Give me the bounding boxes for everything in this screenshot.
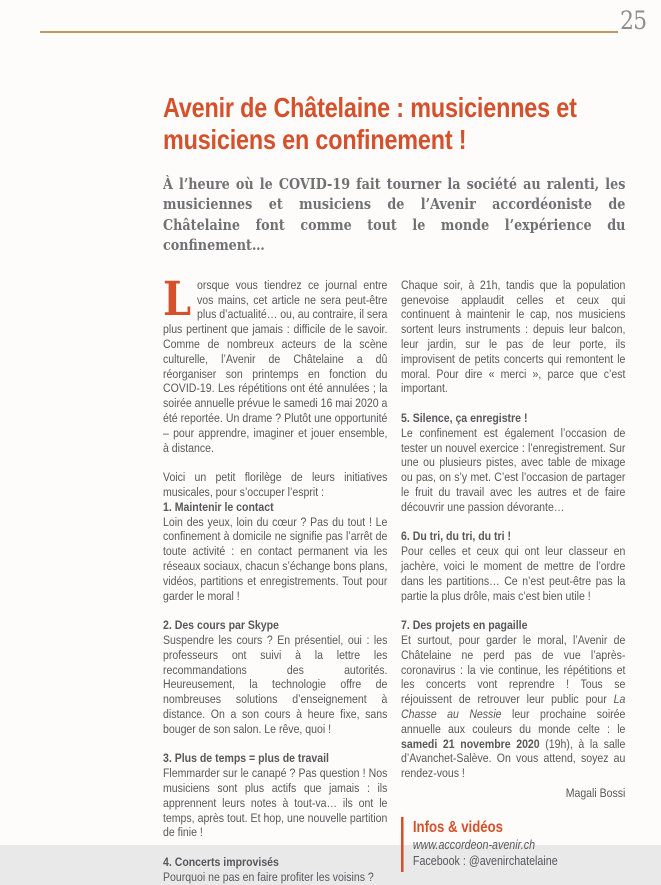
body-paragraph: Loin des yeux, loin du cœur ? Pas du tout ! Le confinement à domicile ne signifie pas l’arrêt de toute activité : en contact permanent via les réseaux sociaux, chacun s’échange bons plans, vidéos, partitions et enregistrements. Tout pour garder le moral !: [163, 514, 388, 603]
info-box: [401, 817, 625, 872]
section-heading: 2. Des cours par Skype: [163, 618, 279, 633]
article-columns: [163, 271, 626, 885]
body-paragraph: Flemmarder sur le canapé ? Pas question ! Nos musiciens sont plus actifs que jamais : ils apprennent leurs notes à tout-va… ils ont le temps, après tout. Et hop, une nouvelle partition de finie !: [163, 766, 388, 840]
column-left-blocks: [163, 271, 388, 885]
page-number: 25: [620, 6, 647, 35]
section-heading: 6. Du tri, du tri, du tri !: [401, 529, 511, 544]
info-box-title: Infos & vidéos: [412, 818, 503, 836]
article: [163, 74, 625, 885]
column-right-blocks: [401, 278, 625, 781]
article-title-line-1: Avenir de Châtelaine : musiciennes et: [163, 92, 577, 124]
info-box-facebook: Facebook : @avenirchatelaine: [412, 854, 558, 869]
article-title-line-2: musiciens en confinement !: [163, 123, 467, 155]
section-heading: 4. Concerts improvisés: [163, 854, 279, 869]
column-right: [401, 278, 625, 885]
body-paragraph: Lorsque vous tiendrez ce journal entre vos mains, cet article ne sera peut-être plus d’actualité… ou, au contraire, il sera plus pertinent que jamais : difficile de le savoir. Comme de nombreux acteurs de la scène culturelle, l’Avenir de Châtelaine a dû réorganiser son printemps en fonction du COVID-19. Les répétitions ont été annulées ; la soirée annuelle prévue le samedi 16 mai 2020 a été reportée. Un drame ? Plutôt une opportunité – pour apprendre, imaginer et jouer ensemble, à distance.: [163, 271, 388, 455]
section-heading: 7. Des projets en pagaille: [401, 618, 528, 633]
section-heading: 5. Silence, ça enregistre !: [401, 411, 528, 426]
header-rule: [40, 31, 618, 33]
drop-cap: L: [163, 271, 192, 327]
article-lead: À l’heure où le COVID-19 fait tourner la société au ralenti, les musiciennes et musiciens de l’Avenir accordéoniste de Châtelaine font comme tout le monde l’expérience du confinement…: [163, 174, 626, 255]
body-paragraph: Pour celles et ceux qui ont leur classeur en jachère, voici le moment de mettre de l’ordre dans les partitions… Ce n’est peut-être pas la partie la plus drôle, mais c’est bien utile !: [401, 544, 626, 603]
section-heading: 1. Maintenir le contact: [163, 499, 274, 514]
info-box-website: www.accordeon-avenir.ch: [412, 837, 536, 852]
body-paragraph: Chaque soir, à 21h, tandis que la population genevoise applaudit celles et ceux qui continuent à maintenir le cap, nos musiciens sortent leurs instruments : depuis leur balcon, leur jardin, sur le pas de leur porte, ils improvisent de petits concerts qui remontent le moral. Pour dire « merci », parce que c’est important.: [401, 277, 626, 396]
article-title: [163, 92, 625, 155]
author-signature: Magali Bossi: [565, 785, 626, 800]
body-paragraph: Suspendre les cours ? En présentiel, oui : les professeurs ont suivi à la lettre les recommandations des autorités. Heureusement, la technologie offre de nombreuses solutions d’enseignement à distance. On a son cours à heure fixe, sans bouger de son salon. Le rêve, quoi !: [163, 632, 388, 736]
column-left: [163, 271, 388, 885]
body-paragraph: Pourquoi ne pas en faire profiter les voisins ?: [163, 869, 374, 884]
body-paragraph: Le confinement est également l’occasion de tester un nouvel exercice : l’enregistrement. Sur une ou plusieurs pistes, avec table de mixage ou pas, on s’y met. C’est l’occasion de partager le fruit du travail avec les autres et de faire découvrir une passion dévorante…: [401, 425, 626, 514]
body-paragraph: Et surtout, pour garder le moral, l’Avenir de Châtelaine ne perd pas de vue l’après-coronavirus : la vie continue, les répétitions et les concerts vont reprendre ! Tous se réjouissent de retrouver leur public pour La Chasse au Nessie leur prochaine soirée annuelle aux couleurs du monde celte : le samedi 21 novembre 2020 (19h), à la salle d’Avanchet-Salève. On vous attend, soyez au rendez-vous !: [401, 632, 626, 781]
body-paragraph: Voici un petit florilège de leurs initiatives musicales, pour s’occuper l’esprit :: [163, 470, 388, 499]
section-heading: 3. Plus de temps = plus de travail: [163, 751, 329, 766]
